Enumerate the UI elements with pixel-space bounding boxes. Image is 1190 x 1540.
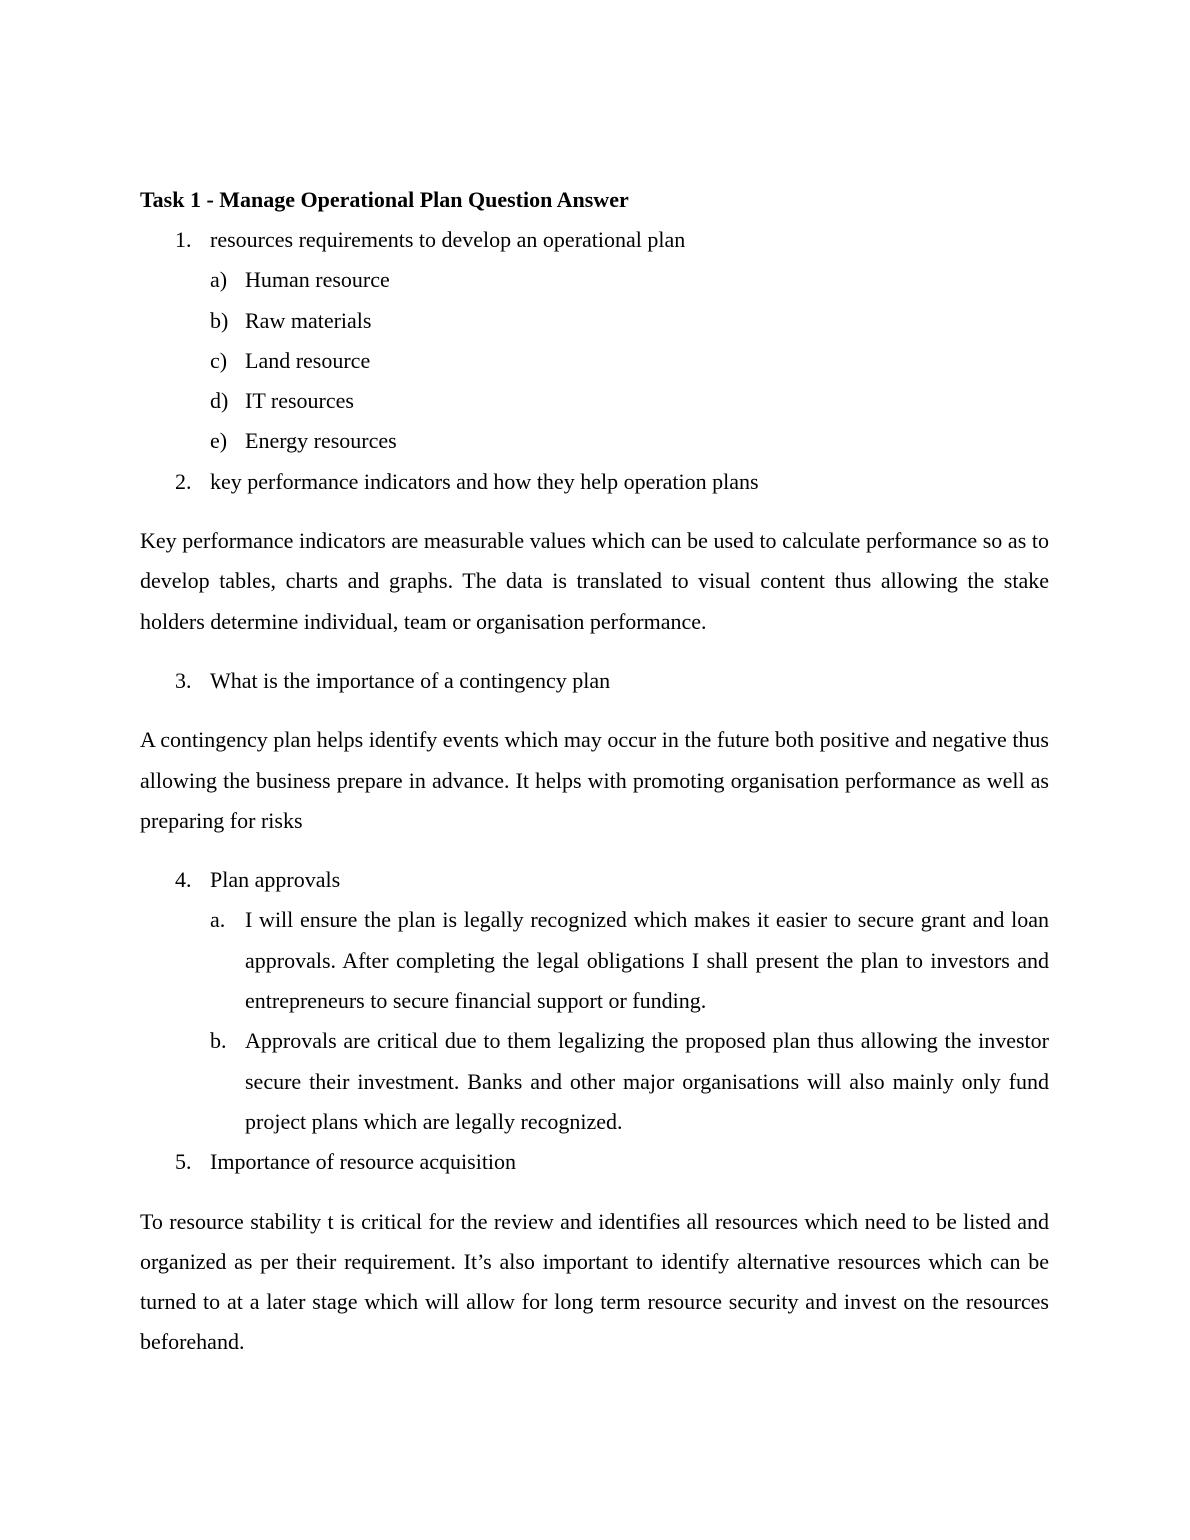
list-item-text: Human resource: [245, 267, 390, 293]
question-4: [140, 860, 1049, 900]
question-text: Importance of resource acquisition: [210, 1149, 517, 1175]
list-item-letter: a): [210, 267, 228, 293]
list-item-text: IT resources: [245, 388, 354, 414]
list-item: [140, 301, 1049, 341]
list-item: [140, 1021, 1049, 1142]
list-item-letter: b.: [210, 1028, 227, 1054]
question-number: 5.: [175, 1149, 192, 1175]
list-item: [140, 421, 1049, 461]
list-item-text: Land resource: [245, 347, 371, 373]
question-text: key performance indicators and how they help operation plans: [210, 468, 759, 494]
answer-paragraph: Key performance indicators are measurable values which can be used to calculate performance so as to develop tables, charts and graphs. The data is translated to visual content thus allowing the stake holders determine individual, team or organisation performance.: [140, 528, 1049, 634]
list-item: [140, 381, 1049, 421]
answer-paragraph: A contingency plan helps identify events which may occur in the future both positive and negative thus allowing the business prepare in advance. It helps with promoting organisation performance as well as preparing for risks: [140, 727, 1049, 833]
answer-paragraph: To resource stability t is critical for the review and identifies all resources which need to be listed and organized as per their requirement. It’s also important to identify alternative resources which can be turned to at a later stage which will allow for long term resource security and invest on the resources beforehand.: [140, 1208, 1049, 1355]
list-item: [140, 900, 1049, 1021]
question-number: 4.: [175, 867, 192, 893]
document-page: [140, 186, 1049, 1363]
question-text: resources requirements to develop an operational plan: [210, 227, 686, 252]
list-item-text: Approvals are critical due to them legalizing the proposed plan thus allowing the investor secure their investment. Banks and other major organisations will also mainly only fund project plans which are legally recognized.: [245, 1028, 1049, 1134]
document-title: Task 1 - Manage Operational Plan Question Answer: [140, 187, 629, 212]
list-item-text: Energy resources: [245, 428, 397, 454]
list-item-text: Raw materials: [245, 307, 372, 333]
list-item: [140, 341, 1049, 381]
question-text: What is the importance of a contingency plan: [210, 667, 611, 693]
list-item-letter: a.: [210, 907, 226, 933]
question-number: 1.: [175, 227, 192, 252]
question-3: [140, 661, 1049, 701]
question-2: [140, 462, 1049, 502]
question-5: [140, 1142, 1049, 1182]
list-item-text: I will ensure the plan is legally recognized which makes it easier to secure grant and loan approvals. After completing the legal obligations I shall present the plan to investors and entrepreneurs to secure financial support or funding.: [245, 907, 1049, 1014]
question-text: Plan approvals: [210, 867, 341, 893]
list-item-letter: e): [210, 428, 228, 454]
list-item-letter: b): [210, 307, 229, 333]
question-number: 2.: [175, 468, 192, 494]
list-item-letter: c): [210, 347, 228, 373]
question-1: [140, 220, 1049, 260]
question-number: 3.: [175, 667, 192, 693]
list-item-letter: d): [210, 388, 229, 414]
list-item: [140, 260, 1049, 300]
